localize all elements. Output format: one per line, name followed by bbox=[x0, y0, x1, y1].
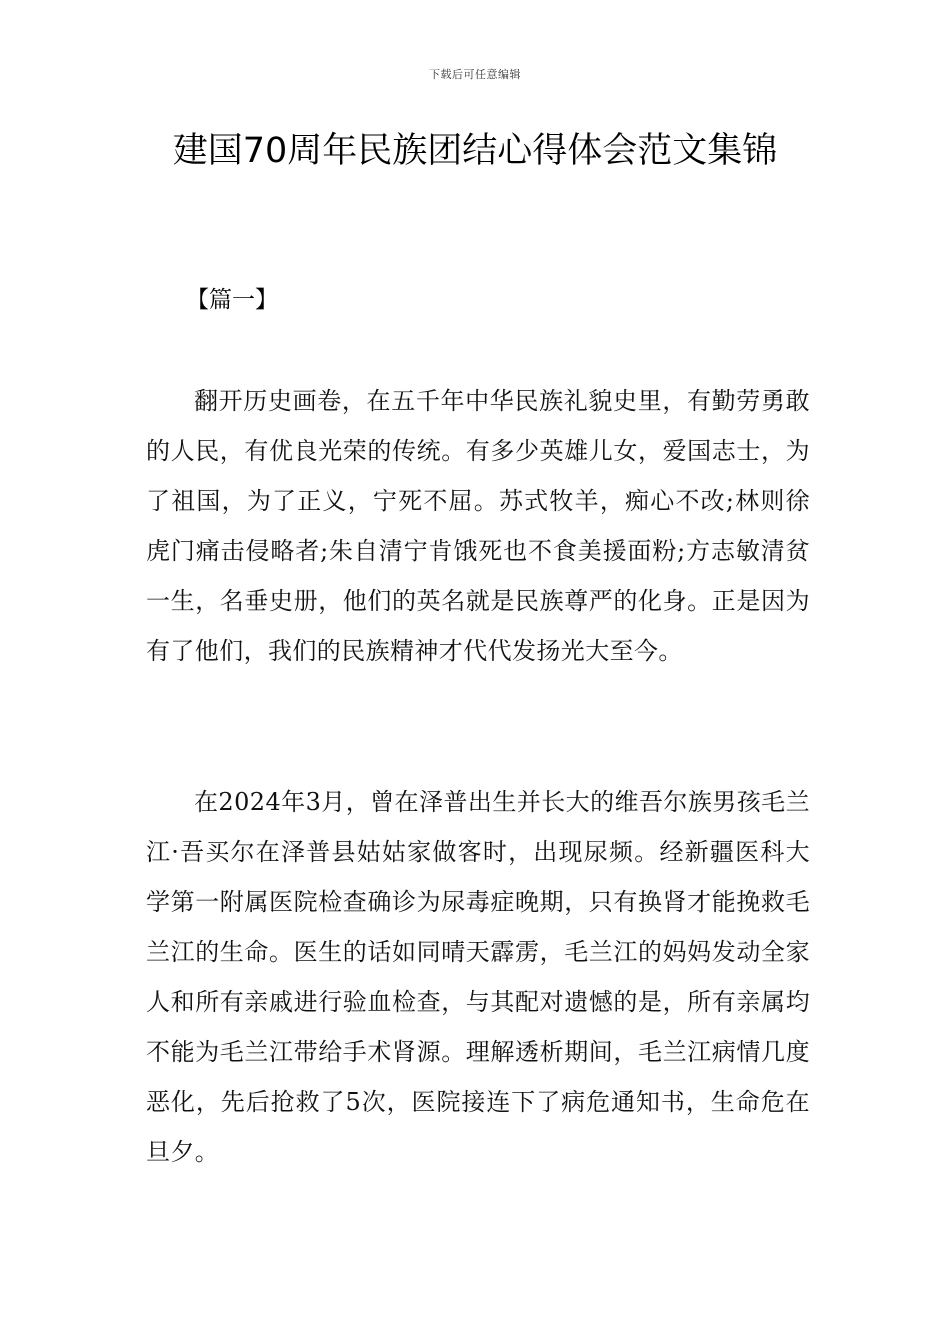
page-header-note: 下载后可任意编辑 bbox=[429, 68, 521, 81]
document-title: 建国70周年民族团结心得体会范文集锦 bbox=[172, 131, 778, 171]
body-paragraph: 翻开历史画卷，在五千年中华民族礼貌史里，有勤劳勇敢的人民，有优良光荣的传统。有多少英雄儿女，爱国志士，为了祖国，为了正义，宁死不屈。苏式牧羊，痴心不改;林则徐虎门痛击侵略者;朱自清宁肯饿死也不食美援面粉;方志敏清贫一生，名垂史册，他们的英名就是民族尊严的化身。正是因为有了他们，我们的民族精神才代代发扬光大至今。 bbox=[146, 387, 810, 665]
body-paragraph: 在2024年3月，曾在泽普出生并长大的维吾尔族男孩毛兰江·吾买尔在泽普县姑姑家做客时，出现尿频。经新疆医科大学第一附属医院检查确诊为尿毒症晚期，只有换肾才能挽救毛兰江的生命。医生的话如同晴天霹雳，毛兰江的妈妈发动全家人和所有亲戚进行验血检查，与其配对遗憾的是，所有亲属均不能为毛兰江带给手术肾源。理解透析期间，毛兰江病情几度恶化，先后抢救了5次，医院接连下了病危通知书，生命危在旦夕。 bbox=[146, 788, 810, 1166]
section-heading: 【篇一】 bbox=[186, 287, 278, 313]
